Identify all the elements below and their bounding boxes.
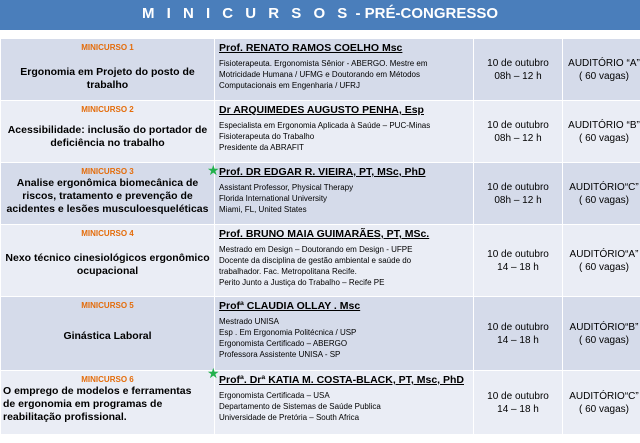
course-title: [1, 52, 214, 92]
course-date: 10 de outubro: [487, 57, 549, 69]
course-row-1: [1, 39, 640, 101]
course-time: 08h – 12 h: [494, 70, 542, 82]
course-seats: ( 60 vagas): [578, 261, 630, 273]
location-cell: [563, 371, 640, 435]
course-room: AUDITÓRIO“A”: [569, 248, 639, 260]
bio-line: Miami, FL, United States: [219, 205, 307, 214]
course-title: [1, 238, 214, 278]
course-row-3: [1, 163, 640, 225]
bio-line: Florida International University: [219, 194, 328, 203]
instructor-name: Dr ARQUIMEDES AUGUSTO PENHA, Esp: [219, 104, 424, 116]
course-title-cell: [1, 101, 215, 163]
course-title-cell: [1, 225, 215, 297]
course-title: [1, 114, 214, 150]
instructor-name: Prof. BRUNO MAIA GUIMARÃES, PT, MSc.: [219, 228, 430, 240]
instructor-cell: [215, 101, 474, 163]
course-row-2: [1, 101, 640, 163]
course-time: 14 – 18 h: [497, 261, 539, 273]
instructor-cell: [215, 371, 474, 435]
course-room: AUDITÓRIO “A”: [568, 57, 640, 69]
instructor-bio: [219, 178, 473, 215]
instructor-bio: [219, 312, 473, 360]
course-label: MINICURSO 5: [81, 301, 134, 310]
course-seats: ( 60 vagas): [578, 70, 630, 82]
bio-line: Computacionais em Engenharia / UFRJ: [219, 81, 360, 90]
course-title: [1, 384, 214, 424]
course-title-line: de ergonomia em programas de: [3, 398, 163, 410]
instructor-cell: [215, 39, 474, 101]
bio-line: Presidente da ABRAFIT: [219, 143, 304, 152]
course-time: 14 – 18 h: [497, 334, 539, 346]
instructor-bio: [219, 116, 473, 153]
course-table: [0, 38, 640, 435]
schedule-cell: [474, 225, 563, 297]
instructor-bio: [219, 386, 473, 423]
schedule-cell: [474, 297, 563, 371]
course-date: 10 de outubro: [487, 321, 549, 333]
course-label: MINICURSO 2: [81, 105, 134, 114]
course-title-line: reabilitação profissional.: [3, 411, 127, 423]
bio-line: trabalhador. Fac. Metropolitana Recife.: [219, 267, 357, 276]
course-label: MINICURSO 3: [81, 167, 134, 176]
bio-line: Docente da disciplina de gestão ambiental e saúde do: [219, 256, 412, 265]
course-room: AUDITÓRIO“C”: [569, 181, 639, 193]
bio-line: Mestrado em Design – Doutorando em Design - UFPE: [219, 245, 413, 254]
course-row-5: [1, 297, 640, 371]
course-title-line: Analise ergonômica biomecânica de: [16, 177, 199, 189]
course-title-cell: [1, 371, 215, 435]
course-label: MINICURSO 6: [81, 375, 134, 384]
bio-line: Ergonomista Certificado – ABERGO: [219, 339, 348, 348]
page-header: [0, 0, 640, 30]
bio-line: Universidade de Pretória – South Africa: [219, 413, 360, 422]
instructor-name: Profª. Drª KATIA M. COSTA-BLACK, PT, Msc, PhD: [219, 374, 464, 386]
course-title-line: Acessibilidade: inclusão do portador de: [7, 124, 208, 136]
course-row-4: [1, 225, 640, 297]
course-title-cell: [1, 163, 215, 225]
course-date: 10 de outubro: [487, 181, 549, 193]
instructor-bio: [219, 240, 473, 288]
course-title-line: Nexo técnico cinesiológicos ergonômico: [5, 252, 210, 264]
course-date: 10 de outubro: [487, 248, 549, 260]
bio-line: Fisioterapeuta. Ergonomista Sênior - ABERGO. Mestre em: [219, 59, 428, 68]
course-title-cell: [1, 297, 215, 371]
course-room: AUDITÓRIO“B”: [569, 321, 639, 333]
course-time: 08h – 12 h: [494, 132, 542, 144]
instructor-name: Profª CLAUDIA OLLAY . Msc: [219, 300, 361, 312]
bio-line: Ergonomista Certificada – USA: [219, 391, 330, 400]
location-cell: [563, 163, 640, 225]
star-icon: ★: [207, 365, 220, 381]
bio-line: Assistant Professor, Physical Therapy: [219, 183, 354, 192]
course-title-line: riscos, tratamento e prevenção de: [22, 190, 193, 202]
course-title-line: deficiência no trabalho: [50, 137, 165, 149]
course-title-line: O emprego de modelos e ferramentas: [3, 385, 192, 397]
instructor-cell: [215, 163, 474, 225]
bio-line: Professora Assistente UNISA - SP: [219, 350, 341, 359]
course-date: 10 de outubro: [487, 390, 549, 402]
header-title-main: M I N I C U R S O S: [141, 5, 352, 22]
course-seats: ( 60 vagas): [578, 403, 630, 415]
header-title-rest: - PRÉ-CONGRESSO: [351, 5, 499, 22]
course-title-cell: [1, 39, 215, 101]
course-title: [1, 310, 214, 343]
course-time: 14 – 18 h: [497, 403, 539, 415]
course-title-line: Ginástica Laboral: [63, 330, 152, 342]
instructor-cell: [215, 225, 474, 297]
instructor-name: Prof. RENATO RAMOS COELHO Msc: [219, 42, 403, 54]
instructor-bio: [219, 54, 473, 91]
course-label: MINICURSO 1: [81, 43, 134, 52]
course-room: AUDITÓRIO“C”: [569, 390, 639, 402]
bio-line: Esp . Em Ergonomia Politécnica / USP: [219, 328, 357, 337]
location-cell: [563, 225, 640, 297]
instructor-name: Prof. DR EDGAR R. VIEIRA, PT, MSc, PhD: [219, 166, 426, 178]
bio-line: Fisioterapeuta do Trabalho: [219, 132, 315, 141]
course-seats: ( 60 vagas): [578, 194, 630, 206]
schedule-cell: [474, 163, 563, 225]
course-title-line: ocupacional: [76, 265, 139, 277]
course-title: [1, 176, 214, 216]
star-icon: ★: [207, 162, 220, 178]
course-seats: ( 60 vagas): [578, 334, 630, 346]
course-title-line: acidentes e lesões musculoesqueléticas: [6, 203, 209, 215]
course-seats: ( 60 vagas): [578, 132, 630, 144]
schedule-cell: [474, 371, 563, 435]
course-date: 10 de outubro: [487, 119, 549, 131]
course-title-line: Ergonomia em Projeto do posto de: [20, 66, 195, 78]
bio-line: Mestrado UNISA: [219, 317, 280, 326]
location-cell: [563, 39, 640, 101]
bio-line: Perito Junto a Justiça do Trabalho – Recife PE: [219, 278, 385, 287]
schedule-cell: [474, 101, 563, 163]
location-cell: [563, 297, 640, 371]
course-row-6: [1, 371, 640, 435]
bio-line: Motricidade Humana / UFMG e Doutorando em Métodos: [219, 70, 420, 79]
location-cell: [563, 101, 640, 163]
bio-line: Especialista em Ergonomia Aplicada à Saúde – PUC-Minas: [219, 121, 431, 130]
instructor-cell: [215, 297, 474, 371]
bio-line: Departamento de Sistemas de Saúde Publica: [219, 402, 381, 411]
course-time: 08h – 12 h: [494, 194, 542, 206]
course-label: MINICURSO 4: [81, 229, 134, 238]
course-room: AUDITÓRIO “B”: [568, 119, 640, 131]
course-title-line: trabalho: [86, 79, 129, 91]
schedule-cell: [474, 39, 563, 101]
